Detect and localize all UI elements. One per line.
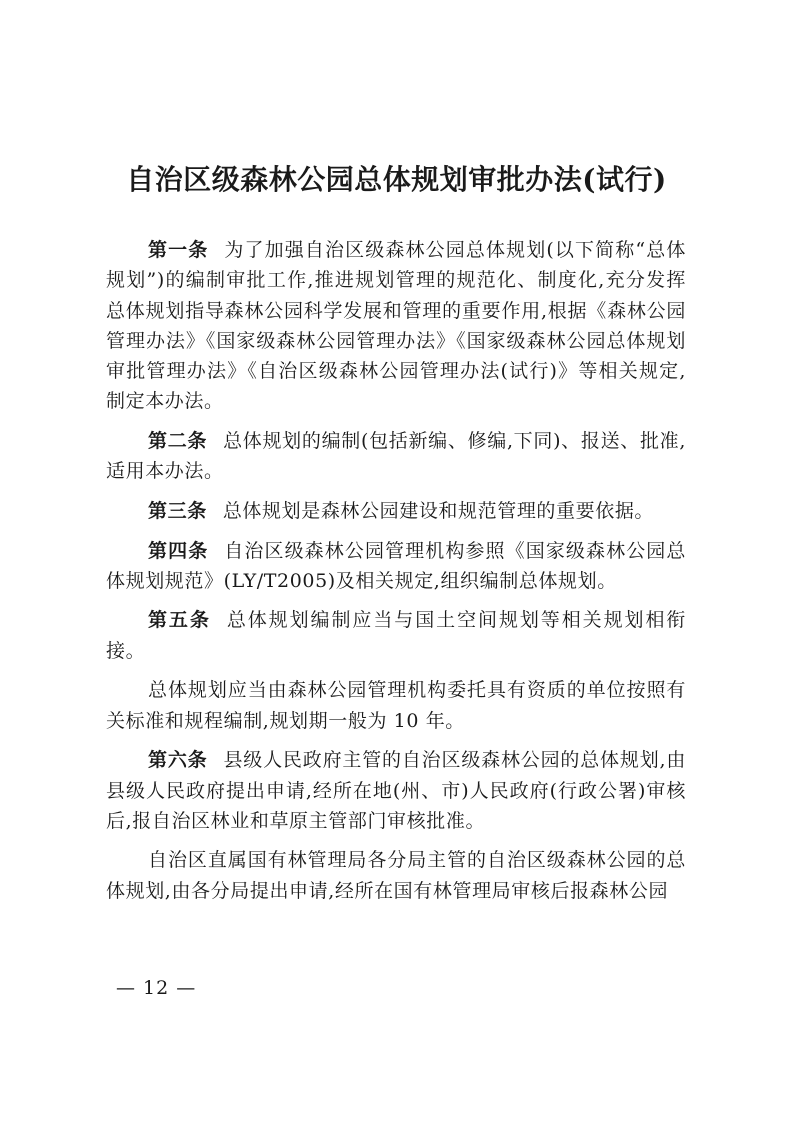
article-6-paragraph-2 [106, 845, 686, 906]
article-5-paragraph-2 [106, 675, 686, 736]
article-text: 总体规划是森林公园建设和规范管理的重要依据。 [222, 499, 655, 522]
page-number: — 12 — [116, 977, 197, 999]
article-label: 第五条 [148, 609, 211, 632]
document-body [106, 235, 686, 915]
article-text: 总体规划的编制(包括新编、修编,下同)、报送、批准,适用本办法。 [106, 430, 686, 483]
article-text: 自治区级森林公园管理机构参照《国家级森林公园总体规划规范》(LY/T2005)及相关规定,组织编制总体规划。 [106, 539, 686, 592]
article-label: 第一条 [148, 239, 209, 261]
article-5 [106, 605, 686, 666]
article-3 [106, 496, 686, 526]
article-label: 第三条 [148, 499, 207, 522]
article-text: 为了加强自治区级森林公园总体规划(以下简称“总体规划”)的编制审批工作,推进规划管理的规范化、制度化,充分发挥总体规划指导森林公园科学发展和管理的重要作用,根据《森林公园管理办法》《国家级森林公园管理办法》《国家级森林公园总体规划审批管理办法》《自治区级森林公园管理办法(试行)》等相关规定,制定本办法。 [106, 239, 686, 413]
article-6 [106, 745, 686, 836]
article-text: 总体规划编制应当与国土空间规划等相关规划相衔接。 [106, 609, 686, 662]
paragraph-text: 自治区直属国有林管理局各分局主管的自治区级森林公园的总体规划,由各分局提出申请,经所在国有林管理局审核后报森林公园 [106, 849, 686, 902]
article-label: 第六条 [148, 749, 208, 772]
document-title: 自治区级森林公园总体规划审批办法(试行) [126, 163, 667, 196]
article-label: 第二条 [148, 430, 208, 453]
article-1 [106, 235, 686, 417]
article-4 [106, 536, 686, 597]
paragraph-text: 总体规划应当由森林公园管理机构委托具有资质的单位按照有关标准和规程编制,规划期一般为 10 年。 [106, 679, 686, 732]
article-2 [106, 426, 686, 487]
article-label: 第四条 [148, 539, 209, 562]
article-text: 县级人民政府主管的自治区级森林公园的总体规划,由县级人民政府提出申请,经所在地(州、市)人民政府(行政公署)审核后,报自治区林业和草原主管部门审核批准。 [106, 749, 686, 832]
